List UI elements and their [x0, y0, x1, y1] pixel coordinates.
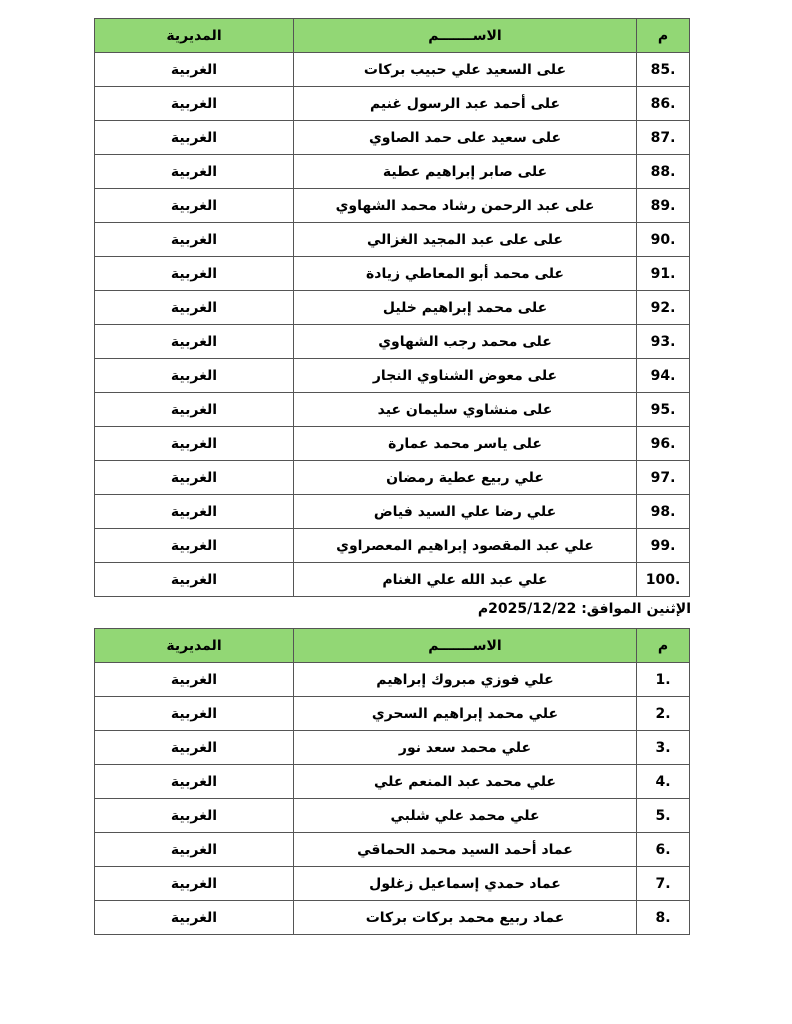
row-name: على السعيد علي حبيب بركات — [294, 53, 637, 87]
header-directorate: المديرية — [95, 629, 294, 663]
row-directorate: الغربية — [95, 495, 294, 529]
row-name: علي رضا علي السيد فياض — [294, 495, 637, 529]
table-body — [95, 53, 690, 597]
row-directorate: الغربية — [95, 529, 294, 563]
row-number: 2. — [637, 697, 690, 731]
table-row — [95, 121, 690, 155]
row-number: 6. — [637, 833, 690, 867]
table-row — [95, 663, 690, 697]
row-number: 99. — [637, 529, 690, 563]
row-directorate: الغربية — [95, 189, 294, 223]
row-directorate: الغربية — [95, 461, 294, 495]
table-row — [95, 291, 690, 325]
row-name: علي محمد عبد المنعم علي — [294, 765, 637, 799]
row-number: 100. — [637, 563, 690, 597]
table-row — [95, 731, 690, 765]
names-table-2 — [94, 628, 690, 935]
row-name: علي محمد سعد نور — [294, 731, 637, 765]
table-row — [95, 901, 690, 935]
table-body — [95, 663, 690, 935]
row-directorate: الغربية — [95, 697, 294, 731]
table-row — [95, 529, 690, 563]
row-number: 92. — [637, 291, 690, 325]
row-name: على على عبد المجيد الغزالي — [294, 223, 637, 257]
table-row — [95, 427, 690, 461]
row-name: عماد أحمد السيد محمد الحماقي — [294, 833, 637, 867]
table-header-row — [95, 629, 690, 663]
row-directorate: الغربية — [95, 765, 294, 799]
row-name: عماد ربيع محمد بركات بركات — [294, 901, 637, 935]
row-number: 8. — [637, 901, 690, 935]
row-name: على صابر إبراهيم عطية — [294, 155, 637, 189]
row-number: 95. — [637, 393, 690, 427]
row-name: علي ربيع عطية رمضان — [294, 461, 637, 495]
table-row — [95, 867, 690, 901]
row-directorate: الغربية — [95, 291, 294, 325]
row-number: 85. — [637, 53, 690, 87]
row-name: على ياسر محمد عمارة — [294, 427, 637, 461]
table-row — [95, 393, 690, 427]
row-name: على محمد إبراهيم خليل — [294, 291, 637, 325]
row-number: 3. — [637, 731, 690, 765]
row-number: 1. — [637, 663, 690, 697]
row-name: عماد حمدي إسماعيل زغلول — [294, 867, 637, 901]
row-number: 87. — [637, 121, 690, 155]
header-name: الاســـــــم — [294, 629, 637, 663]
names-table-1 — [94, 18, 690, 597]
table-row — [95, 189, 690, 223]
row-name: على منشاوي سليمان عيد — [294, 393, 637, 427]
table-row — [95, 223, 690, 257]
table-row — [95, 87, 690, 121]
table-row — [95, 359, 690, 393]
row-directorate: الغربية — [95, 325, 294, 359]
row-name: على عبد الرحمن رشاد محمد الشهاوي — [294, 189, 637, 223]
row-number: 90. — [637, 223, 690, 257]
row-name: على معوض الشناوي النجار — [294, 359, 637, 393]
row-directorate: الغربية — [95, 799, 294, 833]
row-directorate: الغربية — [95, 833, 294, 867]
row-number: 97. — [637, 461, 690, 495]
row-name: علي فوزي مبروك إبراهيم — [294, 663, 637, 697]
row-name: على محمد رجب الشهاوي — [294, 325, 637, 359]
row-number: 93. — [637, 325, 690, 359]
header-number: م — [637, 629, 690, 663]
table-row — [95, 257, 690, 291]
row-directorate: الغربية — [95, 901, 294, 935]
row-directorate: الغربية — [95, 121, 294, 155]
table-header-row — [95, 19, 690, 53]
row-name: على أحمد عبد الرسول غنيم — [294, 87, 637, 121]
row-name: على سعيد على حمد الصاوي — [294, 121, 637, 155]
row-directorate: الغربية — [95, 731, 294, 765]
table-row — [95, 563, 690, 597]
row-directorate: الغربية — [95, 393, 294, 427]
table-row — [95, 461, 690, 495]
header-name: الاســـــــم — [294, 19, 637, 53]
row-number: 94. — [637, 359, 690, 393]
table-row — [95, 765, 690, 799]
row-number: 5. — [637, 799, 690, 833]
table-row — [95, 697, 690, 731]
row-number: 88. — [637, 155, 690, 189]
row-directorate: الغربية — [95, 867, 294, 901]
row-directorate: الغربية — [95, 663, 294, 697]
row-directorate: الغربية — [95, 53, 294, 87]
row-name: علي عبد المقصود إبراهيم المعصراوي — [294, 529, 637, 563]
row-number: 4. — [637, 765, 690, 799]
row-directorate: الغربية — [95, 87, 294, 121]
row-directorate: الغربية — [95, 563, 294, 597]
header-directorate: المديرية — [95, 19, 294, 53]
row-number: 98. — [637, 495, 690, 529]
header-number: م — [637, 19, 690, 53]
row-name: علي محمد إبراهيم السحري — [294, 697, 637, 731]
row-number: 86. — [637, 87, 690, 121]
table-row — [95, 799, 690, 833]
row-directorate: الغربية — [95, 155, 294, 189]
table-row — [95, 833, 690, 867]
row-name: علي عبد الله علي الغنام — [294, 563, 637, 597]
row-directorate: الغربية — [95, 359, 294, 393]
row-directorate: الغربية — [95, 257, 294, 291]
row-directorate: الغربية — [95, 223, 294, 257]
table-row — [95, 53, 690, 87]
row-directorate: الغربية — [95, 427, 294, 461]
table-row — [95, 155, 690, 189]
row-name: علي محمد علي شلبي — [294, 799, 637, 833]
row-number: 7. — [637, 867, 690, 901]
row-number: 91. — [637, 257, 690, 291]
date-line: الإثنين الموافق: 2025/12/22م — [477, 601, 691, 617]
table-row — [95, 325, 690, 359]
row-name: على محمد أبو المعاطي زيادة — [294, 257, 637, 291]
table-row — [95, 495, 690, 529]
row-number: 96. — [637, 427, 690, 461]
row-number: 89. — [637, 189, 690, 223]
